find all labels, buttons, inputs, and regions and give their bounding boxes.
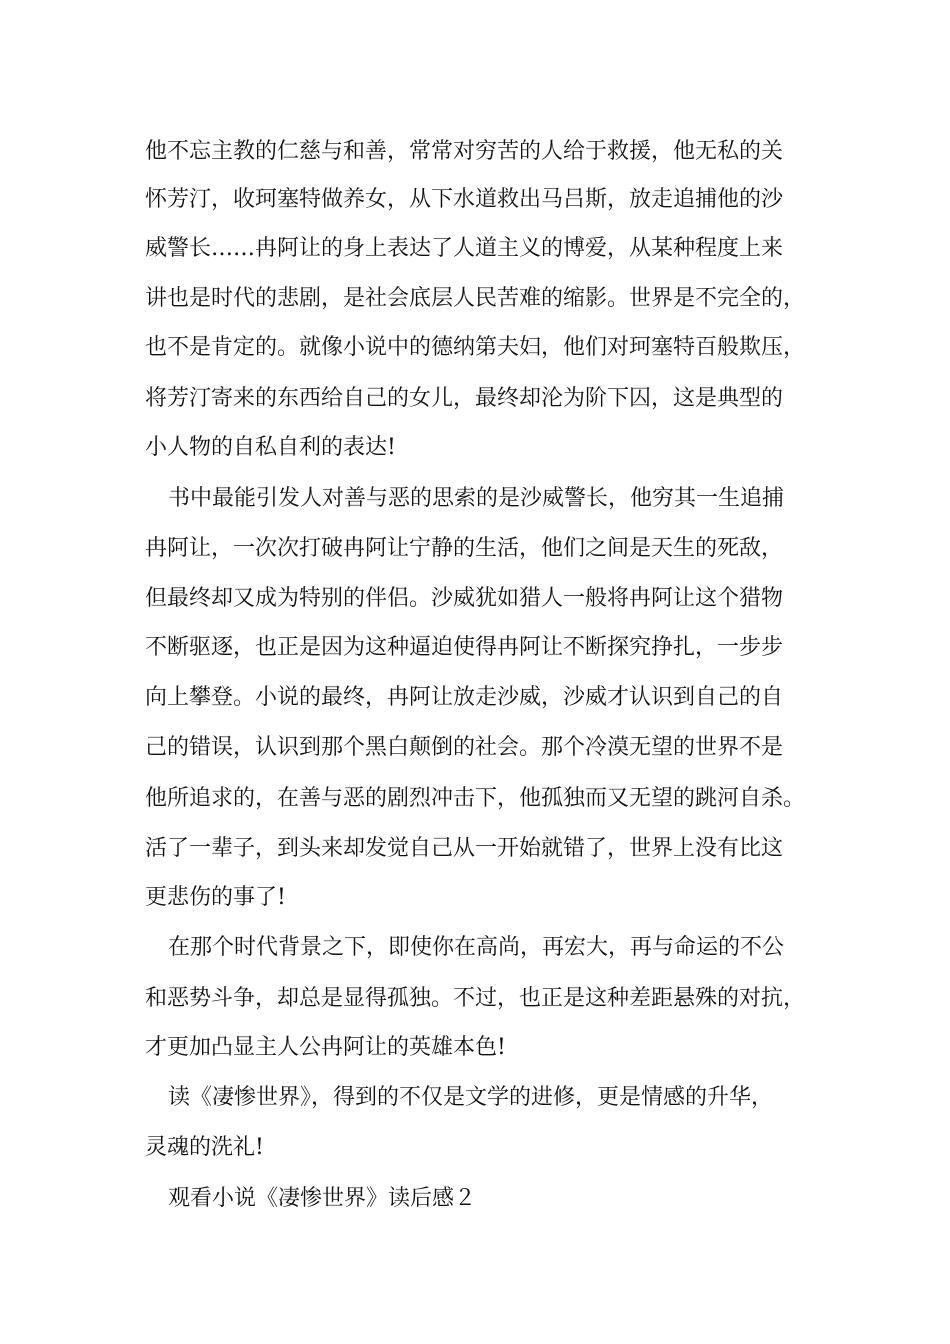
text-line: 怀芳汀，收珂塞特做养女，从下水道救出马吕斯，放走追捕他的沙 xyxy=(145,187,784,212)
text-line: 小人物的自私自利的表达! xyxy=(145,435,396,460)
text-line: 灵魂的洗礼! xyxy=(145,1135,264,1160)
text-line: 读《凄惨世界》，得到的不仅是文学的进修，更是情感的升华， xyxy=(168,1085,774,1110)
text-line: 活了一辈子，到头来却发觉自己从一开始就错了，世界上没有比这 xyxy=(145,836,784,861)
text-line: 冉阿让，一次次打破冉阿让宁静的生活，他们之间是天生的死敌， xyxy=(145,536,784,561)
text-line: 也不是肯定的。就像小说中的德纳第夫妇，他们对珂塞特百般欺压， xyxy=(145,335,806,360)
text-line: 威警长……冉阿让的身上表达了人道主义的博爱，从某种程度上来 xyxy=(145,236,784,261)
text-line: 向上攀登。小说的最终，冉阿让放走沙威，沙威才认识到自己的自 xyxy=(145,685,784,710)
text-line: 但最终却又成为特别的伴侣。沙威犹如猎人一般将冉阿让这个猎物 xyxy=(145,586,784,611)
text-line: 书中最能引发人对善与恶的思索的是沙威警长，他穷其一生追捕 xyxy=(168,486,785,511)
text-line: 他不忘主教的仁慈与和善，常常对穷苦的人给于救援，他无私的关 xyxy=(145,139,784,164)
text-line: 将芳汀寄来的东西给自己的女儿，最终却沦为阶下囚，这是典型的 xyxy=(145,386,784,411)
text-line: 和恶势斗争，却总是显得孤独。不过，也正是这种差距悬殊的对抗， xyxy=(145,986,806,1011)
text-line: 在那个时代背景之下，即使你在高尚，再宏大，再与命运的不公 xyxy=(168,935,785,960)
text-line: 才更加凸显主人公冉阿让的英雄本色! xyxy=(145,1035,506,1060)
text-line: 讲也是时代的悲剧，是社会底层人民苦难的缩影。世界是不完全的， xyxy=(145,286,806,311)
text-line: 己的错误，认识到那个黑白颠倒的社会。那个冷漠无望的世界不是 xyxy=(145,735,784,760)
text-line: 更悲伤的事了! xyxy=(145,885,286,910)
text-line: 不断驱逐，也正是因为这种逼迫使得冉阿让不断探究挣扎，一步步 xyxy=(145,635,784,660)
text-line: 他所追求的，在善与恶的剧烈冲击下，他孤独而又无望的跳河自杀。 xyxy=(145,786,806,811)
section-heading: 观看小说《凄惨世界》读后感２ xyxy=(168,1186,477,1211)
